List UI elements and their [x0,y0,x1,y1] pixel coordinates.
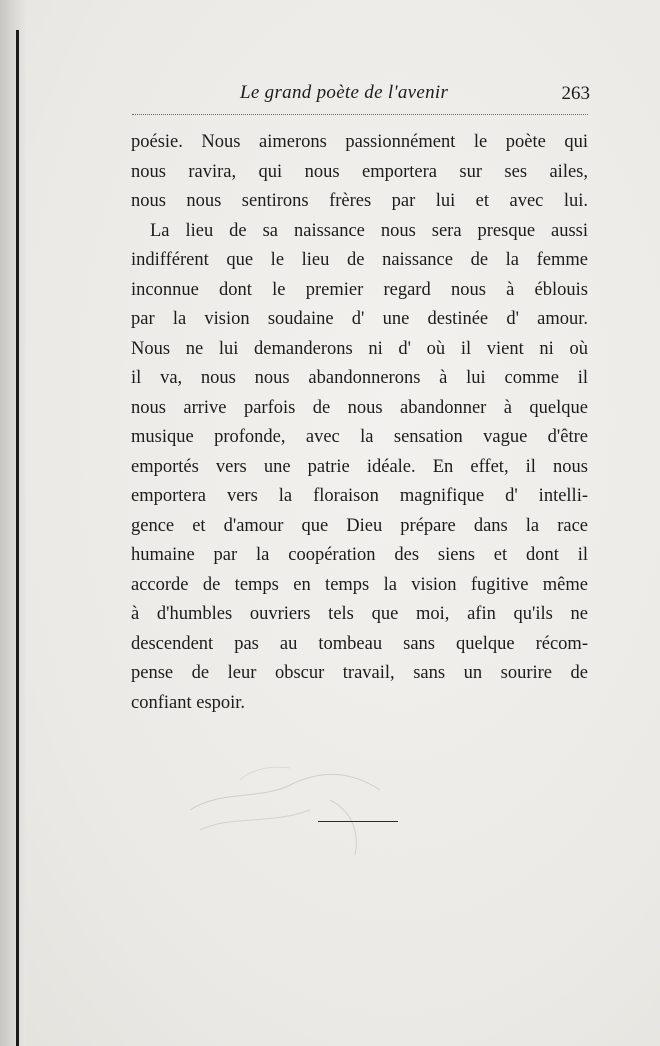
text-line: par la vision soudaine d' une destinée d' amour. [131,309,588,329]
text-line: poésie. Nous aimerons passionnément le poète qui [131,132,588,152]
section-end-rule [318,821,398,822]
paragraph-last-line: confiant espoir. [131,692,246,713]
text-line: musique profonde, avec la sensation vague d'être [131,427,588,447]
text-line: emportés vers une patrie idéale. En effet, il nous [131,456,588,477]
body-text [131,128,588,718]
page-number: 263 [561,83,590,104]
running-title: Le grand poète de l'avenir [240,82,449,103]
page-binding-edge [0,0,26,1046]
text-line: nous arrive parfois de nous abandonner à quelque [131,397,588,418]
text-line: accorde de temps en temps la vision fugitive même [131,574,588,595]
text-line: il va, nous nous abandonnerons à lui comme il [131,368,588,388]
text-line: Nous ne lui demanderons ni d' où il vient ni où [131,338,588,359]
paragraph-first-line: La lieu de sa naissance nous sera presque aussi [150,220,588,241]
text-line: inconnue dont le premier regard nous à éblouis [131,279,588,300]
text-line: nous ravira, qui nous emportera sur ses ailes, [131,161,588,182]
header-dotted-rule [132,114,588,115]
text-line: emportera vers la floraison magnifique d' intelli- [131,486,588,506]
text-line: pense de leur obscur travail, sans un sourire de [131,663,588,683]
running-header [130,76,590,112]
binding-shadow-line [16,30,19,1046]
text-line: indifférent que le lieu de naissance de la femme [131,250,588,270]
text-line: descendent pas au tombeau sans quelque récom- [131,633,588,654]
faint-pencil-sketch [180,740,420,870]
text-line: nous nous sentirons frères par lui et avec lui. [131,191,588,211]
text-line: à d'humbles ouvriers tels que moi, afin qu'ils ne [131,604,588,624]
text-line: humaine par la coopération des siens et dont il [131,545,588,565]
text-line: gence et d'amour que Dieu prépare dans la race [131,515,588,536]
